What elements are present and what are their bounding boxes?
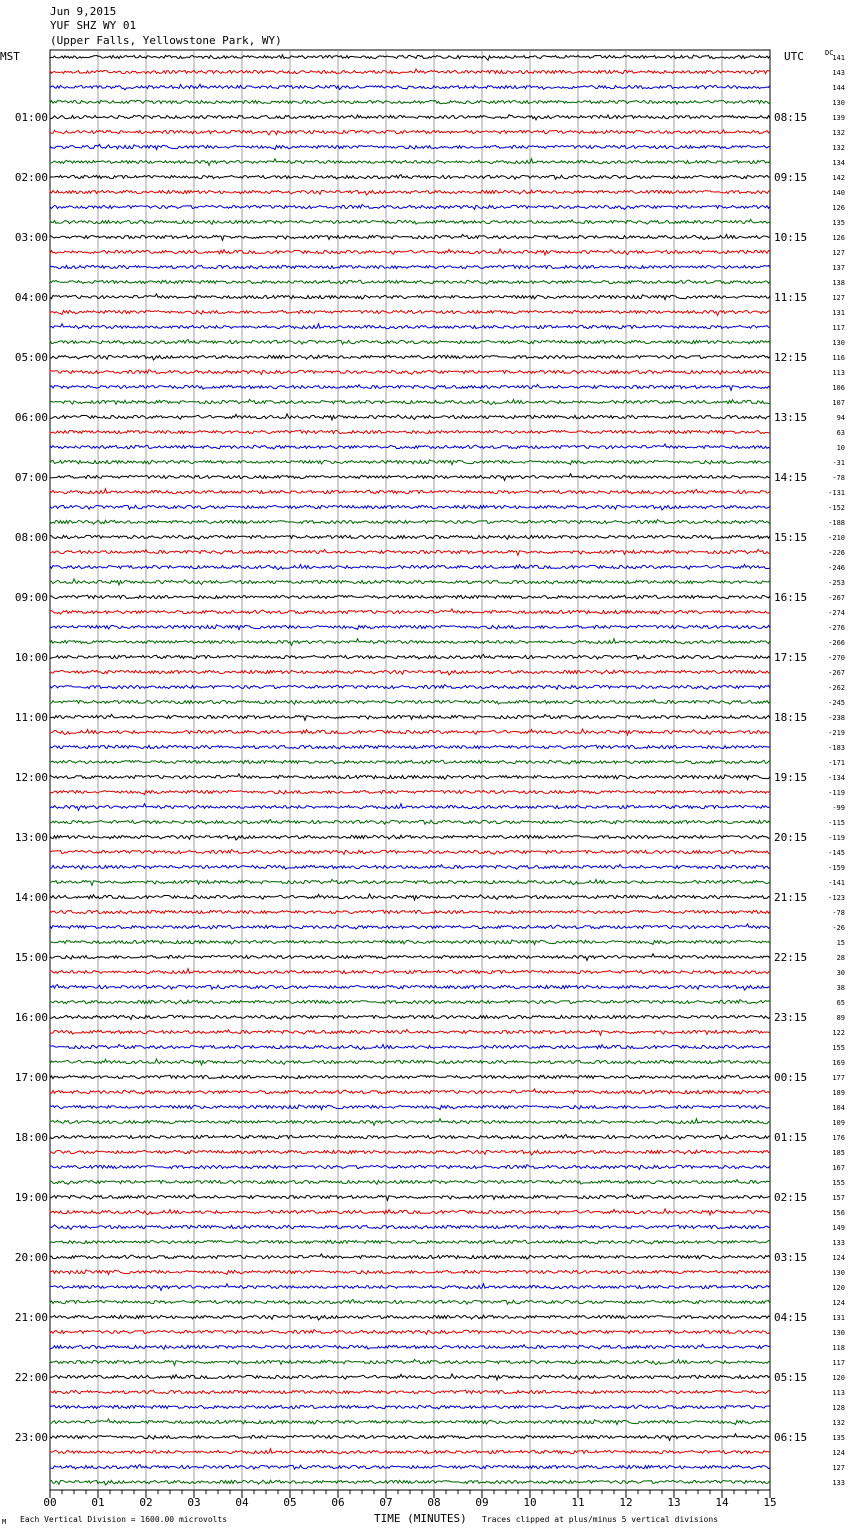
dc-offset-value: -134 (828, 774, 845, 782)
left-hour-label: 01:00 (14, 111, 48, 124)
x-tick-label: 14 (715, 1496, 729, 1509)
dc-offset-value: -99 (832, 804, 845, 812)
dc-offset-value: 130 (832, 1269, 845, 1277)
seismic-trace (50, 625, 770, 630)
x-tick-label: 10 (523, 1496, 537, 1509)
right-timezone-label: UTC (784, 50, 804, 63)
left-hour-label: 19:00 (14, 1191, 48, 1204)
seismic-trace (50, 609, 770, 614)
seismic-trace (50, 864, 770, 869)
seismic-trace (50, 1359, 770, 1365)
dc-offset-value: 130 (832, 1329, 845, 1337)
dc-offset-value: -78 (832, 909, 845, 917)
seismic-trace (50, 55, 770, 60)
dc-offset-value: 133 (832, 1479, 845, 1487)
dc-offset-value: -152 (828, 504, 845, 512)
dc-offset-value: 141 (832, 54, 845, 62)
right-hour-label: 14:15 (774, 471, 808, 484)
seismic-trace (50, 324, 770, 329)
seismic-trace (50, 835, 770, 840)
dc-offset-value: -270 (828, 654, 845, 662)
dc-offset-value: 113 (832, 1389, 845, 1397)
dc-offset-value: 155 (832, 1179, 845, 1187)
dc-offset-value: -115 (828, 819, 845, 827)
left-hour-label: 20:00 (14, 1251, 48, 1264)
dc-offset-value: 131 (832, 1314, 845, 1322)
dc-offset-value: -262 (828, 684, 845, 692)
right-hour-label: 13:15 (774, 411, 808, 424)
x-axis-title: TIME (MINUTES) (374, 1512, 467, 1525)
dc-offset-value: -266 (828, 639, 845, 647)
seismic-trace (50, 175, 770, 180)
seismic-trace (50, 115, 770, 120)
seismic-trace (50, 655, 770, 660)
dc-offset-value: 127 (832, 1464, 845, 1472)
seismic-trace (50, 430, 770, 434)
seismic-trace (50, 714, 770, 720)
seismic-trace (50, 414, 770, 420)
dc-offset-value: -78 (832, 474, 845, 482)
dc-offset-value: 132 (832, 144, 845, 152)
seismic-trace (50, 520, 770, 525)
right-hour-label: 19:15 (774, 771, 808, 784)
seismic-trace (50, 159, 770, 166)
dc-offset-value: -31 (832, 459, 845, 467)
left-hour-label: 18:00 (14, 1131, 48, 1144)
left-hour-label: 10:00 (14, 651, 48, 664)
x-tick-label: 06 (331, 1496, 345, 1509)
dc-offset-value: -123 (828, 894, 845, 902)
seismic-trace (50, 219, 770, 224)
dc-offset-value: -253 (828, 579, 845, 587)
dc-offset-value: 104 (832, 1104, 845, 1112)
seismic-trace (50, 879, 770, 885)
seismic-trace (50, 444, 770, 449)
dc-offset-value: 133 (832, 1239, 845, 1247)
right-hour-label: 22:15 (774, 951, 808, 964)
station-location: (Upper Falls, Yellowstone Park, WY) (50, 34, 282, 47)
seismic-trace (50, 924, 770, 929)
seismic-trace (50, 205, 770, 210)
left-hour-label: 03:00 (14, 231, 48, 244)
seismic-trace (50, 820, 770, 825)
seismic-trace (50, 294, 770, 300)
seismic-trace (50, 1315, 770, 1320)
x-tick-label: 09 (475, 1496, 489, 1509)
seismic-trace (50, 265, 770, 269)
x-tick-label: 15 (763, 1496, 777, 1509)
left-hour-label: 22:00 (14, 1371, 48, 1384)
dc-offset-value: -274 (828, 609, 845, 617)
left-hour-label: 02:00 (14, 171, 48, 184)
dc-offset-value: 149 (832, 1224, 845, 1232)
seismic-trace (50, 1059, 770, 1065)
seismic-trace (50, 1405, 770, 1409)
dc-offset-value: 94 (836, 414, 845, 422)
right-hour-label: 03:15 (774, 1251, 808, 1264)
dc-offset-value: 124 (832, 1449, 845, 1457)
dc-offset-value: 132 (832, 1419, 845, 1427)
seismic-trace (50, 729, 770, 735)
dc-offset-value: -210 (828, 534, 845, 542)
dc-offset-value: -246 (828, 564, 845, 572)
x-tick-label: 11 (571, 1496, 585, 1509)
seismic-trace (50, 894, 770, 900)
clip-note: Traces clipped at plus/minus 5 vertical divisions (482, 1515, 719, 1524)
dc-offset-header: DC (825, 49, 834, 57)
left-hour-label: 21:00 (14, 1311, 48, 1324)
seismic-trace (50, 1225, 770, 1230)
seismic-trace (50, 1419, 770, 1425)
seismic-trace (50, 549, 770, 555)
left-hour-label: 05:00 (14, 351, 48, 364)
left-hour-label: 15:00 (14, 951, 48, 964)
dc-offset-value: 65 (836, 999, 845, 1007)
dc-offset-value: 38 (836, 984, 845, 992)
seismic-trace (50, 940, 770, 945)
footer-mark: M (2, 1518, 7, 1526)
seismic-trace (50, 685, 770, 690)
dc-offset-value: 116 (832, 354, 845, 362)
left-hour-label: 13:00 (14, 831, 48, 844)
seismic-trace (50, 1449, 770, 1454)
seismic-trace (50, 144, 770, 149)
dc-offset-value: 130 (832, 99, 845, 107)
seismic-trace (50, 1465, 770, 1470)
seismic-trace (50, 399, 770, 404)
dc-offset-value: 132 (832, 129, 845, 137)
dc-offset-value: 185 (832, 1149, 845, 1157)
x-tick-label: 05 (283, 1496, 297, 1509)
right-hour-label: 23:15 (774, 1011, 808, 1024)
seismic-trace (50, 774, 770, 780)
right-hour-label: 15:15 (774, 531, 808, 544)
right-hour-label: 05:15 (774, 1371, 808, 1384)
seismic-trace (50, 670, 770, 675)
seismic-trace (50, 564, 770, 569)
dc-offset-value: 126 (832, 234, 845, 242)
left-hour-label: 09:00 (14, 591, 48, 604)
dc-offset-value: 134 (832, 159, 845, 167)
dc-offset-value: 139 (832, 114, 845, 122)
x-tick-label: 08 (427, 1496, 441, 1509)
seismic-trace (50, 1105, 770, 1110)
seismic-trace (50, 850, 770, 855)
seismic-trace (50, 1270, 770, 1275)
seismic-trace (50, 69, 770, 74)
seismic-trace (50, 1075, 770, 1079)
right-hour-label: 20:15 (774, 831, 808, 844)
dc-offset-value: 126 (832, 204, 845, 212)
dc-offset-value: -226 (828, 549, 845, 557)
dc-offset-value: -219 (828, 729, 845, 737)
seismic-trace (50, 579, 770, 585)
dc-offset-value: 131 (832, 309, 845, 317)
seismic-trace (50, 1344, 770, 1349)
dc-offset-value: 189 (832, 1089, 845, 1097)
seismic-trace (50, 474, 770, 481)
dc-offset-value: 155 (832, 1044, 845, 1052)
dc-offset-value: -119 (828, 789, 845, 797)
dc-offset-value: 117 (832, 1359, 845, 1367)
dc-offset-value: -183 (828, 744, 845, 752)
x-tick-label: 02 (139, 1496, 153, 1509)
dc-offset-value: -145 (828, 849, 845, 857)
right-hour-label: 02:15 (774, 1191, 808, 1204)
seismic-trace (50, 249, 770, 255)
seismic-trace (50, 280, 770, 284)
seismic-trace (50, 1284, 770, 1291)
dc-offset-value: 135 (832, 219, 845, 227)
seismic-trace (50, 1165, 770, 1170)
seismic-trace (50, 384, 770, 390)
dc-offset-value: 124 (832, 1299, 845, 1307)
right-hour-label: 11:15 (774, 291, 808, 304)
seismic-trace (50, 190, 770, 195)
right-hour-label: 06:15 (774, 1431, 808, 1444)
dc-offset-value: 135 (832, 1434, 845, 1442)
dc-offset-value: 156 (832, 1209, 845, 1217)
x-tick-label: 07 (379, 1496, 393, 1509)
right-hour-label: 16:15 (774, 591, 808, 604)
dc-offset-value: 118 (832, 1344, 845, 1352)
left-hour-label: 06:00 (14, 411, 48, 424)
right-hour-label: 18:15 (774, 711, 808, 724)
right-hour-label: 01:15 (774, 1131, 808, 1144)
left-hour-label: 17:00 (14, 1071, 48, 1084)
right-hour-label: 00:15 (774, 1071, 808, 1084)
left-timezone-label: MST (0, 50, 20, 63)
dc-offset-value: 113 (832, 369, 845, 377)
seismic-trace (50, 1434, 770, 1441)
dc-offset-value: -276 (828, 624, 845, 632)
seismic-trace (50, 1119, 770, 1126)
seismic-trace (50, 234, 770, 240)
seismic-trace (50, 790, 770, 794)
left-hour-label: 11:00 (14, 711, 48, 724)
seismic-trace (50, 1044, 770, 1049)
x-tick-label: 00 (43, 1496, 57, 1509)
seismic-trace (50, 1194, 770, 1200)
seismic-trace (50, 460, 770, 465)
right-hour-label: 08:15 (774, 111, 808, 124)
dc-offset-value: -141 (828, 879, 845, 887)
dc-offset-value: -238 (828, 714, 845, 722)
seismic-trace (50, 804, 770, 811)
left-hour-label: 07:00 (14, 471, 48, 484)
seismic-trace (50, 130, 770, 135)
x-tick-label: 01 (91, 1496, 105, 1509)
dc-offset-value: 120 (832, 1374, 845, 1382)
seismic-trace (50, 505, 770, 510)
seismic-trace (50, 1135, 770, 1140)
seismic-trace (50, 910, 770, 914)
dc-offset-value: 128 (832, 1404, 845, 1412)
seismic-trace (50, 1180, 770, 1185)
seismic-trace (50, 1480, 770, 1485)
x-tick-label: 13 (667, 1496, 681, 1509)
record-date: Jun 9,2015 (50, 5, 117, 18)
dc-offset-value: 177 (832, 1074, 845, 1082)
left-hour-label: 12:00 (14, 771, 48, 784)
dc-offset-value: 122 (832, 1029, 845, 1037)
dc-offset-value: -131 (828, 489, 845, 497)
seismic-trace (50, 1390, 770, 1394)
dc-offset-value: 176 (832, 1134, 845, 1142)
left-hour-label: 14:00 (14, 891, 48, 904)
seismic-trace (50, 954, 770, 961)
dc-offset-value: 15 (836, 939, 845, 947)
dc-offset-value: 63 (836, 429, 845, 437)
dc-offset-value: -188 (828, 519, 845, 527)
x-tick-label: 04 (235, 1496, 249, 1509)
dc-offset-value: 107 (832, 399, 845, 407)
left-hour-label: 23:00 (14, 1431, 48, 1444)
left-hour-label: 16:00 (14, 1011, 48, 1024)
seismic-trace (50, 969, 770, 974)
dc-offset-value: 89 (836, 1014, 845, 1022)
seismic-trace (50, 535, 770, 539)
seismic-trace (50, 745, 770, 749)
seismic-trace (50, 1015, 770, 1019)
seismic-trace (50, 1300, 770, 1305)
seismic-trace (50, 1089, 770, 1094)
dc-offset-value: 28 (836, 954, 845, 962)
dc-offset-value: -159 (828, 864, 845, 872)
x-tick-label: 03 (187, 1496, 201, 1509)
seismic-trace (50, 985, 770, 990)
dc-offset-value: 138 (832, 279, 845, 287)
dc-offset-value: 30 (836, 969, 845, 977)
seismic-trace (50, 1000, 770, 1005)
seismic-trace (50, 340, 770, 345)
dc-offset-value: -26 (832, 924, 845, 932)
seismic-trace (50, 489, 770, 494)
right-hour-label: 21:15 (774, 891, 808, 904)
seismic-trace (50, 84, 770, 90)
right-hour-label: 17:15 (774, 651, 808, 664)
seismic-traces (50, 55, 770, 1485)
right-hour-label: 09:15 (774, 171, 808, 184)
dc-offset-value: -245 (828, 699, 845, 707)
dc-offset-value: 169 (832, 1059, 845, 1067)
seismic-trace (50, 1150, 770, 1155)
seismic-trace (50, 1254, 770, 1259)
seismic-trace (50, 1330, 770, 1335)
seismic-trace (50, 355, 770, 360)
seismic-trace (50, 1374, 770, 1380)
dc-offset-value: 127 (832, 249, 845, 257)
left-hour-label: 08:00 (14, 531, 48, 544)
dc-offset-value: 109 (832, 1119, 845, 1127)
right-hour-label: 12:15 (774, 351, 808, 364)
seismic-trace (50, 1209, 770, 1215)
dc-offset-value: 142 (832, 174, 845, 182)
seismic-trace (50, 370, 770, 375)
dc-offset-value: 167 (832, 1164, 845, 1172)
dc-offset-value: 144 (832, 84, 845, 92)
dc-offset-value: -267 (828, 594, 845, 602)
dc-offset-value: 10 (836, 444, 845, 452)
dc-offset-value: -119 (828, 834, 845, 842)
left-hour-label: 04:00 (14, 291, 48, 304)
station-code: YUF SHZ WY 01 (50, 19, 137, 32)
dc-offset-value: 143 (832, 69, 845, 77)
seismic-trace (50, 1029, 770, 1035)
seismic-trace (50, 700, 770, 705)
seismic-trace (50, 595, 770, 599)
time-axis (43, 1490, 776, 1509)
seismic-trace (50, 639, 770, 646)
dc-offset-value: 124 (832, 1254, 845, 1262)
dc-offset-value: 137 (832, 264, 845, 272)
dc-offset-value: 127 (832, 294, 845, 302)
seismic-trace (50, 760, 770, 764)
dc-offset-value: 106 (832, 384, 845, 392)
seismic-trace (50, 100, 770, 104)
dc-offset-value: 140 (832, 189, 845, 197)
dc-offset-value: 117 (832, 324, 845, 332)
x-tick-label: 12 (619, 1496, 633, 1509)
right-hour-label: 04:15 (774, 1311, 808, 1324)
seismic-trace (50, 310, 770, 315)
seismic-trace (50, 1240, 770, 1244)
dc-offset-value: -171 (828, 759, 845, 767)
dc-offset-value: 130 (832, 339, 845, 347)
dc-offset-value: 120 (832, 1284, 845, 1292)
vertical-scale-note: Each Vertical Division = 1600.00 microvolts (20, 1515, 228, 1524)
dc-offset-value: 157 (832, 1194, 845, 1202)
right-hour-label: 10:15 (774, 231, 808, 244)
dc-offset-value: -267 (828, 669, 845, 677)
